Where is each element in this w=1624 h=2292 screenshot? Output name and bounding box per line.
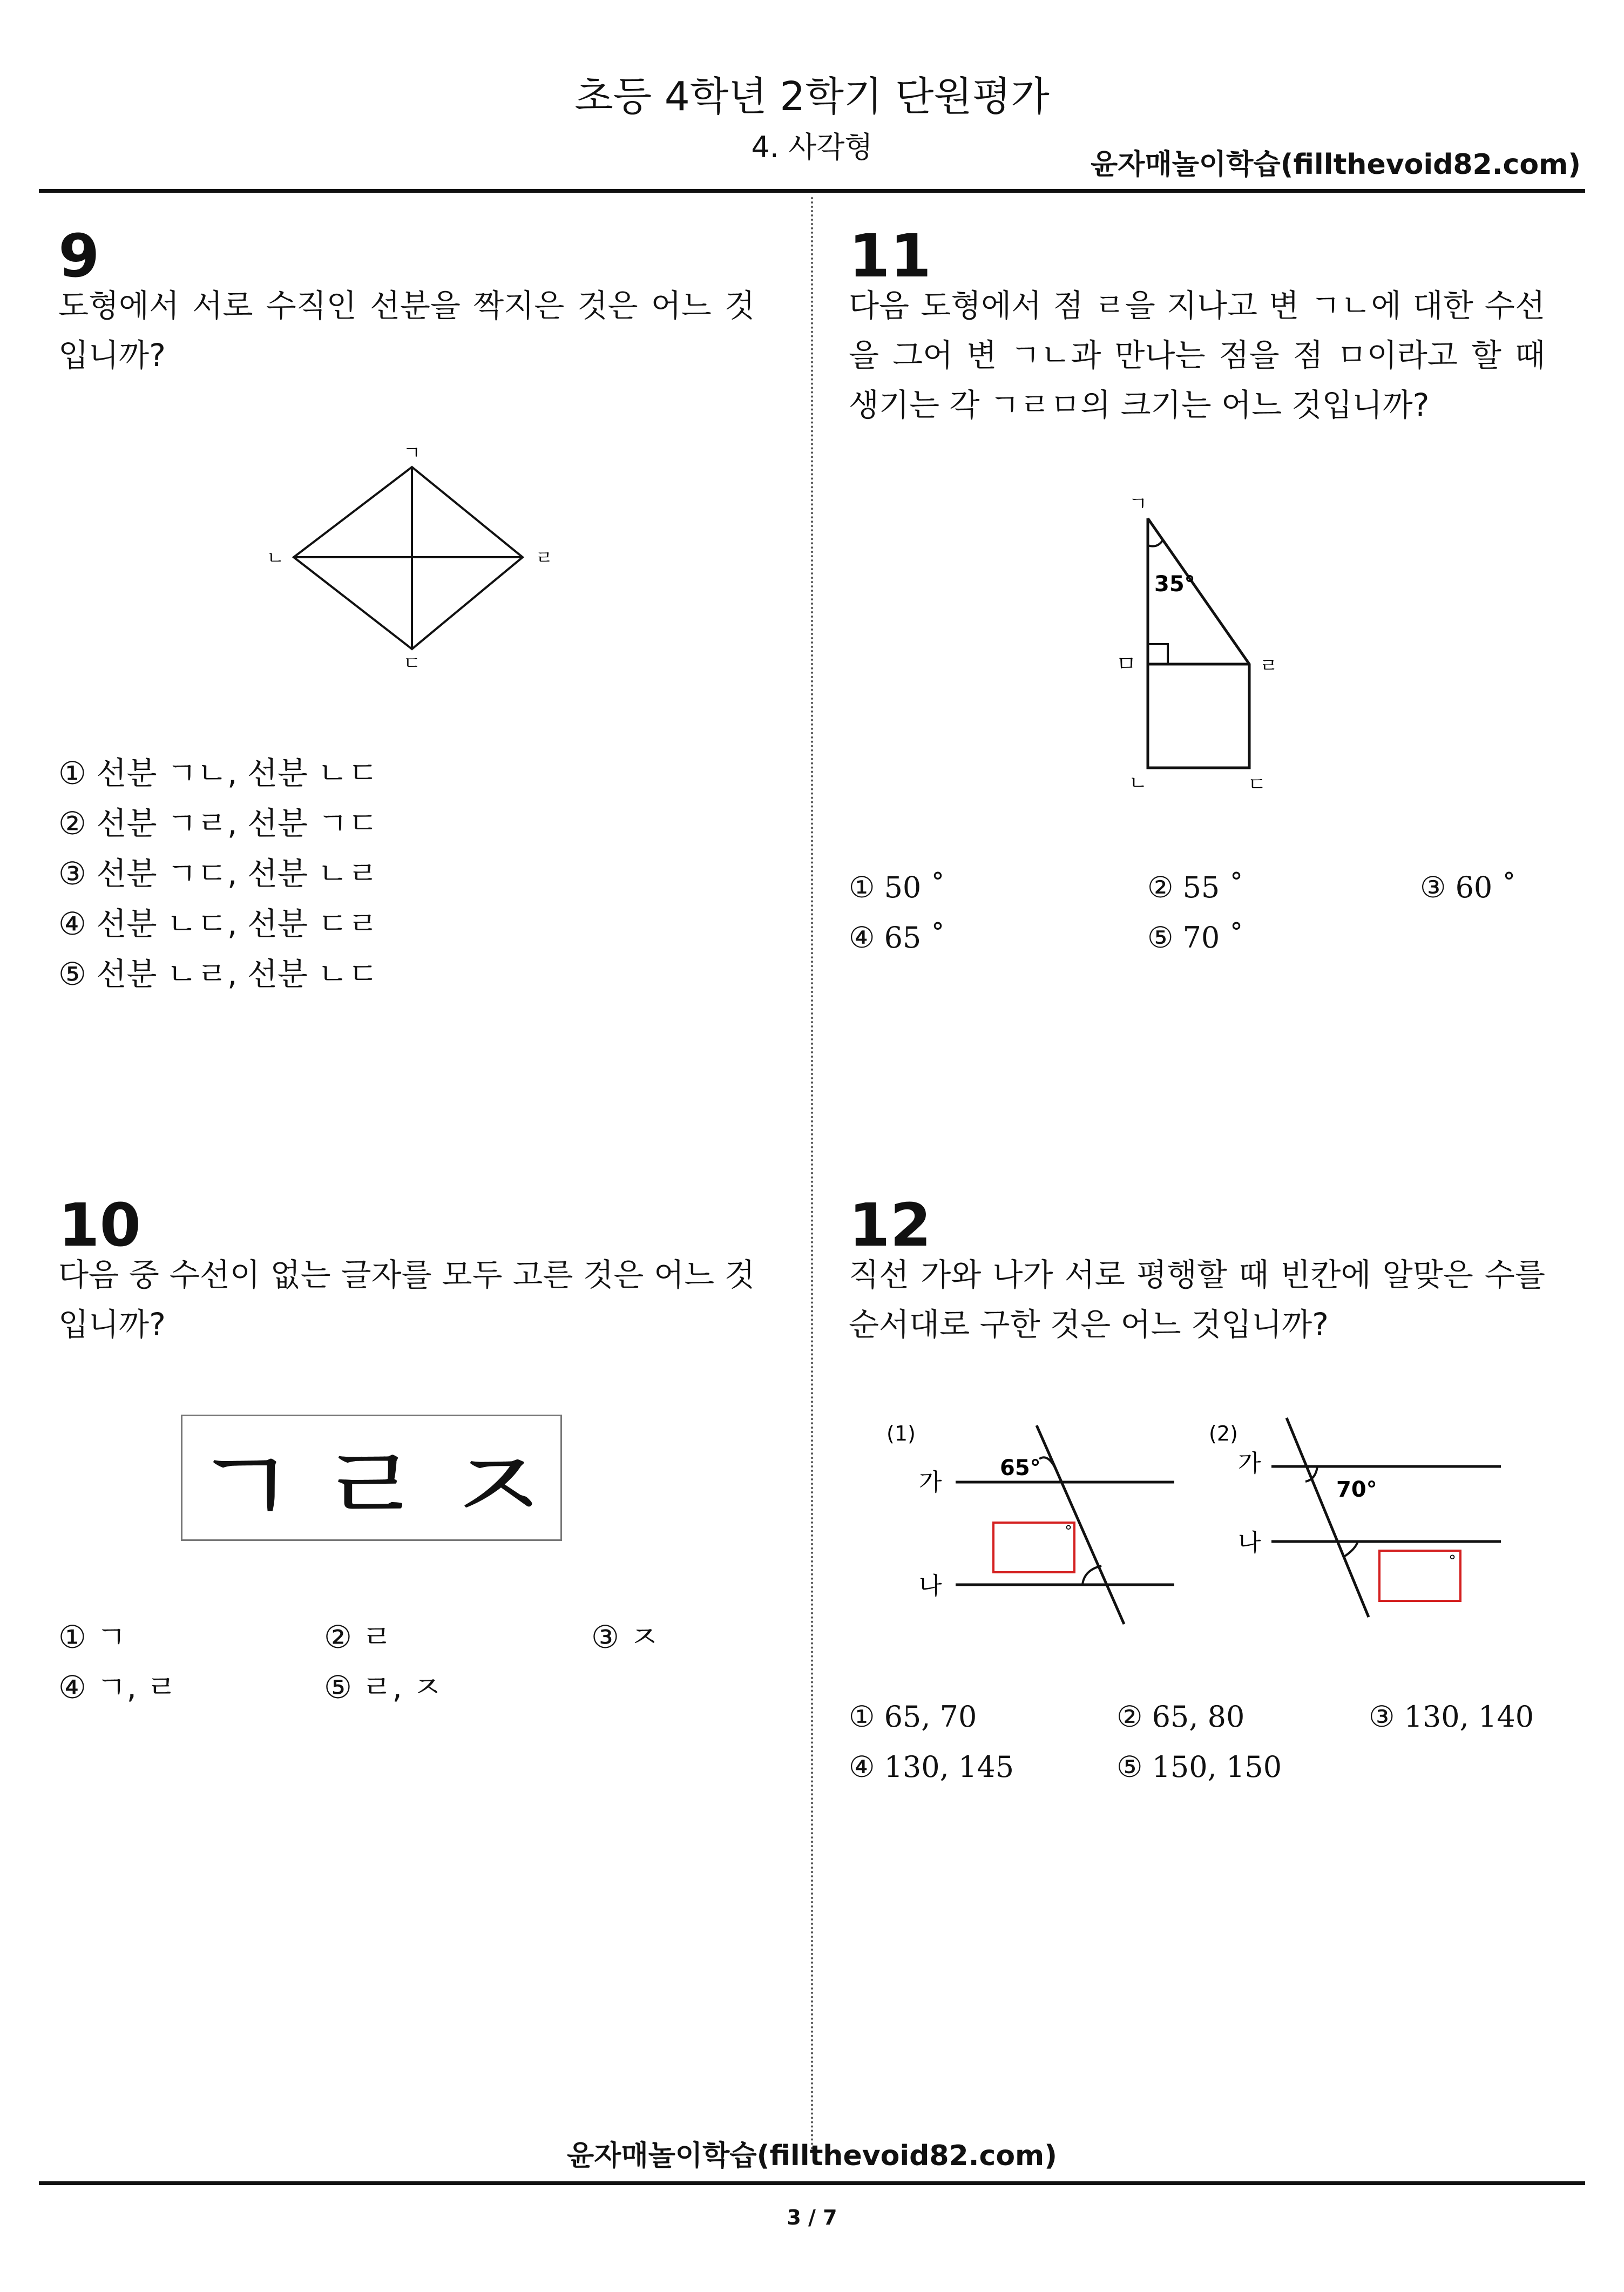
q11-text: 다음 도형에서 점 ㄹ을 지나고 변 ㄱㄴ에 대한 수선을 그어 변 ㄱㄴ과 만나는 점을 점 ㅁ이라고 할 때 생기는 각 ㄱㄹㅁ의 크기는 어느 것입니까? (849, 287, 1545, 423)
q9-rhombus-diagram (259, 443, 583, 675)
footer-rule (39, 2181, 1585, 2185)
q9-label-right: ㄹ (535, 547, 553, 569)
q11-label-m: ㅁ (1115, 652, 1137, 677)
column-divider (811, 197, 813, 2152)
q11-label-d: ㄷ (1247, 774, 1267, 796)
q12-fig2-label-a: 가 (1238, 1450, 1261, 1477)
q12-fig2-label-b: 나 (1238, 1529, 1261, 1557)
q9-text: 도형에서 서로 수직인 선분을 짝지은 것은 어느 것입니까? (58, 287, 755, 374)
q12-fig1-blank-unit: ° (1065, 1522, 1072, 1540)
page-title: 초등 4학년 2학기 단원평가 (574, 73, 1050, 120)
header-brand: 윤자매놀이학습(fillthevoid82.com) (1090, 148, 1581, 181)
q10-glyph-2: ㄹ (319, 1424, 424, 1550)
q12-fig1-angle-label: 65° (1000, 1456, 1041, 1480)
q11-right-angle-mark (1148, 644, 1168, 664)
q12-fig1-label-a: 가 (919, 1469, 942, 1496)
q10-choice-1[interactable]: ① ㄱ (58, 1619, 127, 1655)
q11-label-r: ㄹ (1259, 655, 1278, 677)
q12-fig1-blank-box (993, 1523, 1074, 1572)
q11-choice-4[interactable]: ④ 65 ˚ (849, 921, 945, 955)
q10-text: 다음 중 수선이 없는 글자를 모두 고른 것은 어느 것입니까? (58, 1256, 755, 1343)
q10-number: 10 (58, 1191, 141, 1260)
q11-number: 11 (849, 221, 932, 290)
q12-text: 직선 가와 나가 서로 평행할 때 빈칸에 알맞은 수를 순서대로 구한 것은 어느 것입니까? (849, 1256, 1545, 1343)
q10-glyph-box (181, 1415, 562, 1550)
q12-number: 12 (849, 1191, 932, 1260)
q12-choice-1[interactable]: ① 65, 70 (849, 1700, 977, 1734)
q12-fig2-angle-arc-bottom (1343, 1541, 1358, 1557)
q12-fig1-tag: (1) (887, 1422, 916, 1445)
q12-choice-3[interactable]: ③ 130, 140 (1369, 1700, 1534, 1734)
q9-choice-3[interactable]: ③ 선분 ㄱㄷ, 선분 ㄴㄹ (58, 855, 378, 892)
q11-angle-arc (1148, 540, 1163, 546)
unit-subtitle: 4. 사각형 (751, 130, 873, 164)
q9-choice-1[interactable]: ① 선분 ㄱㄴ, 선분 ㄴㄷ (58, 755, 378, 792)
q12-figure-2 (1201, 1409, 1514, 1636)
q9-label-top: ㄱ (403, 443, 421, 464)
q10-choice-2[interactable]: ② ㄹ (324, 1619, 393, 1655)
q10-choice-4[interactable]: ④ ㄱ, ㄹ (58, 1669, 177, 1706)
q9-choice-4[interactable]: ④ 선분 ㄴㄷ, 선분 ㄷㄹ (58, 905, 378, 942)
q10-choice-5[interactable]: ⑤ ㄹ, ㅈ (324, 1669, 443, 1706)
footer-brand: 윤자매놀이학습(fillthevoid82.com) (566, 2140, 1057, 2172)
q12-choice-2[interactable]: ② 65, 80 (1116, 1700, 1245, 1734)
q12-fig1-label-b: 나 (919, 1572, 942, 1600)
q9-choice-2[interactable]: ② 선분 ㄱㄹ, 선분 ㄱㄷ (58, 805, 378, 842)
q11-choice-2[interactable]: ② 55 ˚ (1147, 870, 1244, 904)
q12-choice-4[interactable]: ④ 130, 145 (849, 1750, 1014, 1784)
page-number: 3 / 7 (787, 2206, 837, 2229)
q11-angle-label: 35° (1154, 572, 1195, 597)
q12-figure-1 (875, 1409, 1220, 1636)
q12-fig2-transversal (1287, 1418, 1369, 1617)
q9-number: 9 (58, 221, 100, 290)
q11-label-n: ㄴ (1128, 772, 1148, 794)
q9-label-bottom: ㄷ (403, 653, 421, 674)
q9-label-left: ㄴ (266, 547, 285, 569)
q11-choice-3[interactable]: ③ 60 ˚ (1420, 870, 1517, 904)
q10-glyph-3: ㅈ (445, 1424, 550, 1550)
q11-choice-1[interactable]: ① 50 ˚ (849, 870, 945, 904)
q10-choice-3[interactable]: ③ ㅈ (591, 1619, 660, 1655)
q12-choice-5[interactable]: ⑤ 150, 150 (1116, 1750, 1282, 1784)
q12-fig2-angle-label: 70° (1336, 1477, 1377, 1502)
q11-figure (1101, 486, 1307, 799)
q12-fig2-tag: (2) (1209, 1422, 1238, 1445)
q11-choice-5[interactable]: ⑤ 70 ˚ (1147, 921, 1244, 955)
q12-fig2-blank-unit: ° (1449, 1552, 1456, 1570)
q9-choice-5[interactable]: ⑤ 선분 ㄴㄹ, 선분 ㄴㄷ (58, 956, 378, 992)
q11-label-top: ㄱ (1128, 493, 1148, 515)
q10-glyph-1: ㄱ (193, 1424, 298, 1550)
q12-fig1-transversal (1037, 1425, 1124, 1624)
header-rule (39, 189, 1585, 193)
